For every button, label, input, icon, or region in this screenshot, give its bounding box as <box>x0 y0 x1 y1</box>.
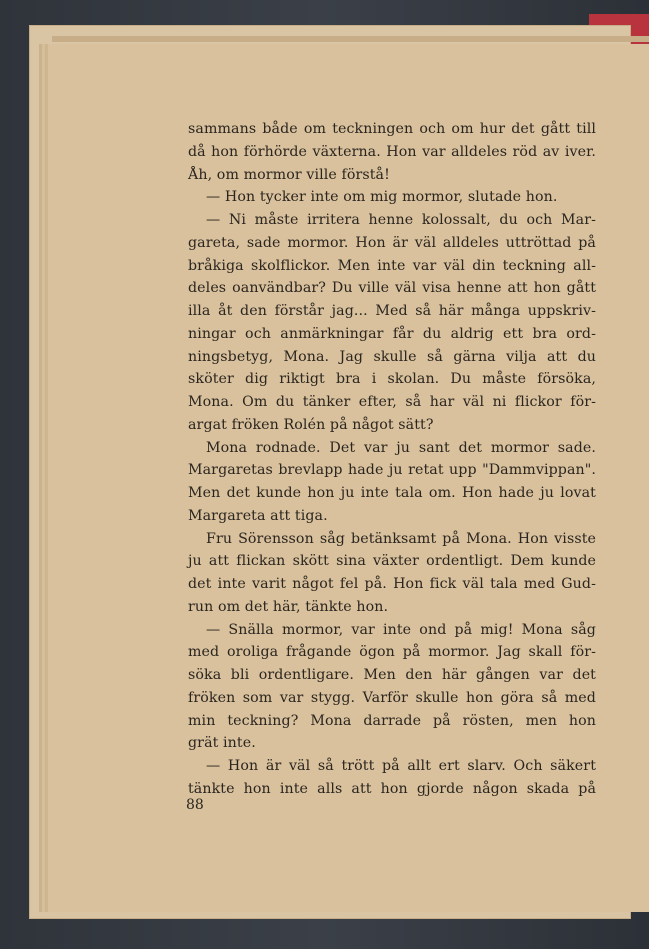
text-line: — Hon tycker inte om mig mormor, slutade hon. <box>206 189 558 206</box>
body-text <box>188 118 596 801</box>
text-line: Margareta att tiga. <box>188 507 328 524</box>
text-line: bråkiga skolflickor. Men inte var väl din teckning all- <box>188 257 596 274</box>
text-line: Åh, om mormor ville förstå! <box>188 166 390 183</box>
text-line: argat fröken Rolén på något sätt? <box>188 416 434 433</box>
text-line: Mona. Om du tänker efter, så har väl ni flickor för- <box>188 394 596 410</box>
text-line: tänkte hon inte alls att hon gjorde någon skada på <box>188 780 596 797</box>
text-line: fröken som var stygg. Varför skulle hon göra så med <box>188 689 596 706</box>
text-line: Margaretas brevlapp hade ju retat upp "Dammvippan". <box>188 462 596 479</box>
text-line: deles oanvändbar? Du ville väl visa henne att hon gått <box>188 280 596 297</box>
text-line: ningar och anmärkningar får du aldrig ett bra ord- <box>188 325 596 342</box>
text-line: ningsbetyg, Mona. Jag skulle så gärna vilja att du <box>188 348 596 365</box>
page-number: 88 <box>186 797 204 813</box>
text-line: — Snälla mormor, var inte ond på mig! Mona såg <box>206 621 596 638</box>
text-line: sköter dig riktigt bra i skolan. Du måste försöka, <box>188 371 596 388</box>
text-line: Fru Sörensson såg betänksamt på Mona. Hon visste <box>206 530 596 547</box>
text-line: ju att flickan skött sina växter ordentligt. Dem kunde <box>188 553 596 570</box>
text-line: sammans både om teckningen och om hur det gått till <box>188 121 596 137</box>
text-line: det inte varit något fel på. Hon fick väl tala med Gud- <box>188 576 596 592</box>
text-line: — Ni måste irritera henne kolossalt, du och Mar- <box>206 212 596 228</box>
text-line: run om det här, tänkte hon. <box>188 598 389 615</box>
text-line: illa åt den förstår jag... Med så här många uppskriv- <box>188 303 596 319</box>
text-line: grät inte. <box>188 735 256 752</box>
page-top-edge <box>52 36 649 42</box>
text-line: min teckning? Mona darrade på rösten, men hon <box>188 712 596 729</box>
text-line: — Hon är väl så trött på allt ert slarv. Och säkert <box>206 758 596 774</box>
text-line: Mona rodnade. Det var ju sant det mormor sade. <box>206 439 596 456</box>
text-line: med oroliga frågande ögon på mormor. Jag skall för- <box>188 644 596 661</box>
text-line: gareta, sade mormor. Hon är väl alldeles uttröttad på <box>188 234 596 251</box>
text-line: då hon förhörde växterna. Hon var alldeles röd av iver. <box>188 143 596 160</box>
text-line: Men det kunde hon ju inte tala om. Hon hade ju lovat <box>188 485 596 501</box>
text-line: söka bli ordentligare. Men den här gången var det <box>188 667 596 683</box>
